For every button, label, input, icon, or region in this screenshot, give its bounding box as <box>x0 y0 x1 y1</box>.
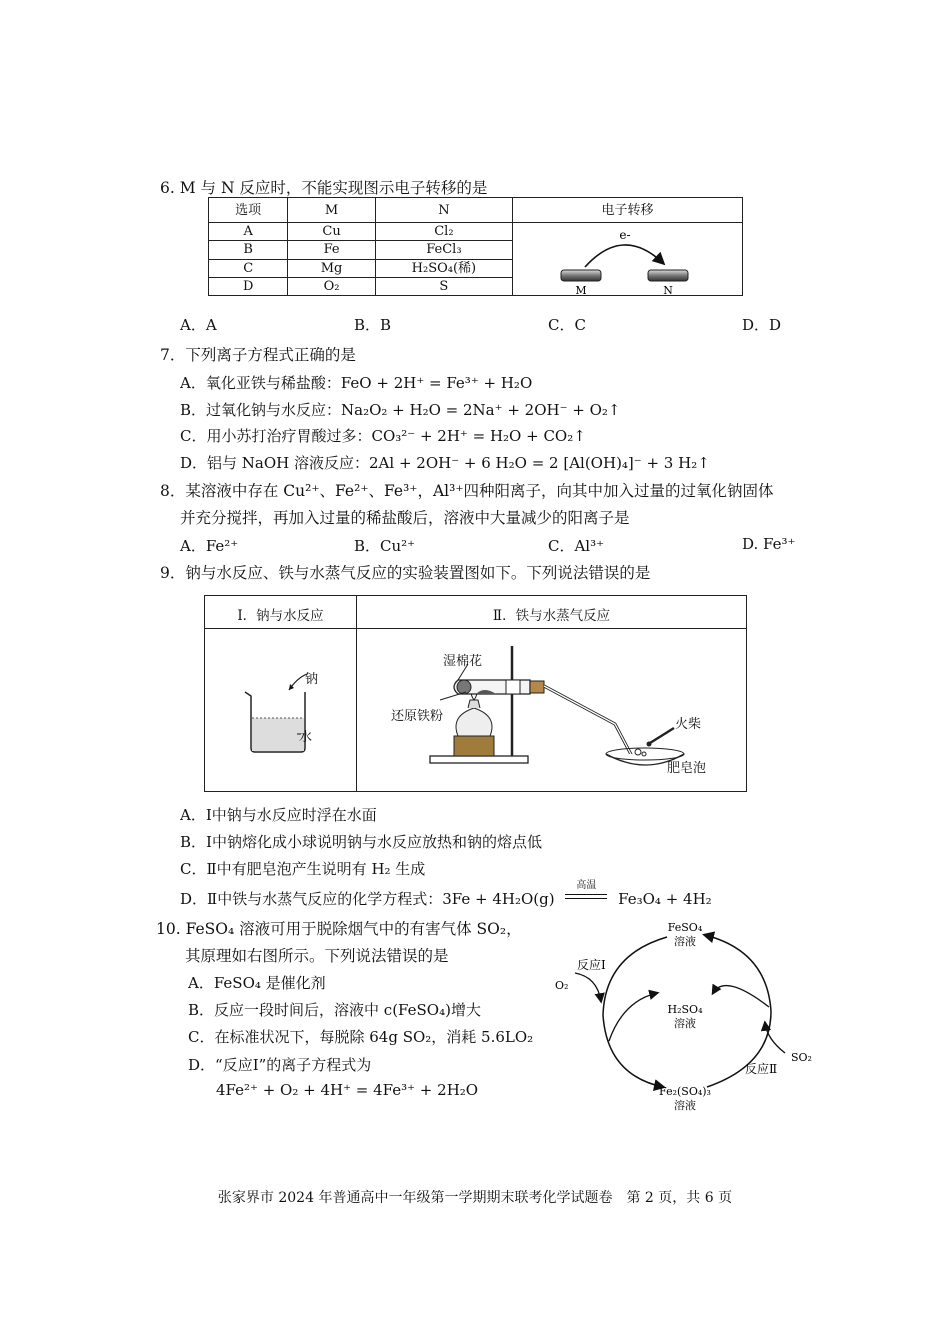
m-bar <box>561 270 601 281</box>
q7-stem: 7．下列离子方程式正确的是 <box>160 346 356 364</box>
q6-row-c-m: Mg <box>288 259 375 277</box>
q6-row-c-n: H₂SO₄(稀) <box>375 259 512 277</box>
fe2so43-label: Fe₂(SO₄)₃ <box>659 1085 711 1098</box>
q6-choice-d[interactable]: D．D <box>742 316 782 334</box>
q6-stem: 6. M 与 N 反应时，不能实现图示电子转移的是 <box>160 179 488 197</box>
q6-row-d-n: S <box>375 277 512 295</box>
q10-choice-a[interactable]: A．FeSO₄ 是催化剂 <box>188 974 326 992</box>
q10-choice-d-equation: 4Fe²⁺ + O₂ + 4H⁺ = 4Fe³⁺ + 2H₂O <box>216 1081 479 1099</box>
q9-choice-d-lhs: D．Ⅱ中铁与水蒸气反应的化学方程式：3Fe + 4H₂O(g) <box>180 890 555 908</box>
soap-bubble-label: 肥皂泡 <box>667 761 707 776</box>
q8-choice-d[interactable]: D. Fe³⁺ <box>742 535 796 553</box>
q7-choice-c[interactable]: C．用小苏打治疗胃酸过多：CO₃²⁻ + 2H⁺ = H₂O + CO₂↑ <box>180 427 586 445</box>
q6-row-b-n: FeCl₃ <box>375 241 512 259</box>
q6-choice-c[interactable]: C．C <box>548 316 586 334</box>
m-label: M <box>575 284 587 295</box>
q6-transfer-diagram <box>513 223 743 296</box>
condition-label: 高温 <box>576 880 597 891</box>
q9-choice-d[interactable] <box>180 880 712 909</box>
so2-label: SO₂ <box>791 1051 812 1064</box>
q7-choice-b[interactable]: B．过氧化钠与水反应：Na₂O₂ + H₂O = 2Na⁺ + 2OH⁻ + O₂↑ <box>180 401 621 419</box>
fe2so43-solution-label: 溶液 <box>674 1099 696 1112</box>
feso4-solution-label: 溶液 <box>674 935 696 948</box>
q9-choice-d-rhs: Fe₃O₄ + 4H₂ <box>618 890 712 908</box>
q6-row-a-opt: A <box>209 223 288 241</box>
q6-row-c-opt: C <box>209 259 288 277</box>
match-label: 火柴 <box>675 717 702 732</box>
q6-header-transfer: 电子转移 <box>513 198 743 223</box>
q9-col2-title: Ⅱ．铁与水蒸气反应 <box>492 608 611 624</box>
iron-powder-label: 还原铁粉 <box>391 709 444 724</box>
q7-choice-a[interactable]: A．氧化亚铁与稀盐酸：FeO + 2H⁺ = Fe³⁺ + H₂O <box>180 374 533 392</box>
q6-choice-a[interactable]: A．A <box>180 316 217 334</box>
n-bar <box>648 270 688 281</box>
q6-row-a-m: Cu <box>288 223 375 241</box>
q9-col1-title: Ⅰ．钠与水反应 <box>237 608 324 624</box>
q9-choice-a[interactable]: A．Ⅰ中钠与水反应时浮在水面 <box>180 806 377 824</box>
q6-header-n: N <box>375 198 512 223</box>
q10-choice-c[interactable]: C．在标准状况下，每脱除 64g SO₂，消耗 5.6LO₂ <box>188 1028 534 1046</box>
q10-stem-line1: 10. FeSO₄ 溶液可用于脱除烟气中的有害气体 SO₂， <box>156 920 522 938</box>
n-label: N <box>663 284 673 295</box>
wet-cotton-label: 湿棉花 <box>443 654 483 669</box>
sodium-label: 钠 <box>305 672 319 687</box>
h2so4-solution-label: 溶液 <box>674 1017 696 1030</box>
q10-stem-line2: 其原理如右图所示。下列说法错误的是 <box>185 947 449 965</box>
o2-label: O₂ <box>555 979 569 992</box>
q6-row-b-opt: B <box>209 241 288 259</box>
reaction-1-label: 反应Ⅰ <box>577 958 606 972</box>
reaction-2-label: 反应Ⅱ <box>745 1062 778 1076</box>
feso4-label: FeSO₄ <box>667 921 703 934</box>
q9-choice-c[interactable]: C．Ⅱ中有肥皂泡产生说明有 H₂ 生成 <box>180 860 426 878</box>
q9-choice-b[interactable]: B．Ⅰ中钠熔化成小球说明钠与水反应放热和钠的熔点低 <box>180 833 542 851</box>
water-label: 水 <box>299 730 313 745</box>
q10-choice-b[interactable]: B．反应一段时间后，溶液中 c(FeSO₄)增大 <box>188 1001 481 1019</box>
q6-row-b-m: Fe <box>288 241 375 259</box>
electron-label: e- <box>619 228 631 242</box>
q8-stem-line2: 并充分搅拌，再加入过量的稀盐酸后，溶液中大量减少的阳离子是 <box>180 509 630 527</box>
q8-choice-b[interactable]: B．Cu²⁺ <box>354 537 416 555</box>
q6-row-d-opt: D <box>209 277 288 295</box>
q8-stem-line1: 8．某溶液中存在 Cu²⁺、Fe²⁺、Fe³⁺，Al³⁺四种阳离子，向其中加入过量的过氧化钠固体 <box>160 482 774 500</box>
q7-choice-d[interactable]: D．铝与 NaOH 溶液反应：2Al + 2OH⁻ + 6 H₂O = 2 [Al(OH)₄]⁻ + 3 H₂↑ <box>180 454 710 472</box>
q6-row-d-m: O₂ <box>288 277 375 295</box>
page-footer: 张家界市 2024 年普通高中一年级第一学期期末联考化学试题卷 第 2 页，共 6 页 <box>217 1190 733 1206</box>
q6-choice-b[interactable]: B．B <box>354 316 392 334</box>
q6-header-option: 选项 <box>209 198 288 223</box>
q9-divider <box>356 596 357 791</box>
q8-choice-c[interactable]: C．Al³⁺ <box>548 537 605 555</box>
q10-cycle-diagram <box>545 915 820 1140</box>
electron-transfer-svg <box>513 223 742 295</box>
q6-row-a-n: Cl₂ <box>375 223 512 241</box>
q6-header-m: M <box>288 198 375 223</box>
q10-choice-d[interactable]: D．“反应Ⅰ”的离子方程式为 <box>188 1056 372 1074</box>
q8-choice-a[interactable]: A．Fe²⁺ <box>180 537 239 555</box>
q9-apparatus-box <box>204 595 747 792</box>
electron-arrow <box>585 245 663 267</box>
beaker-illustration <box>235 656 345 756</box>
high-temp-condition <box>563 880 609 904</box>
q6-table <box>208 197 743 296</box>
h2so4-label: H₂SO₄ <box>667 1003 703 1016</box>
q9-stem: 9．钠与水反应、铁与水蒸气反应的实验装置图如下。下列说法错误的是 <box>160 564 651 582</box>
